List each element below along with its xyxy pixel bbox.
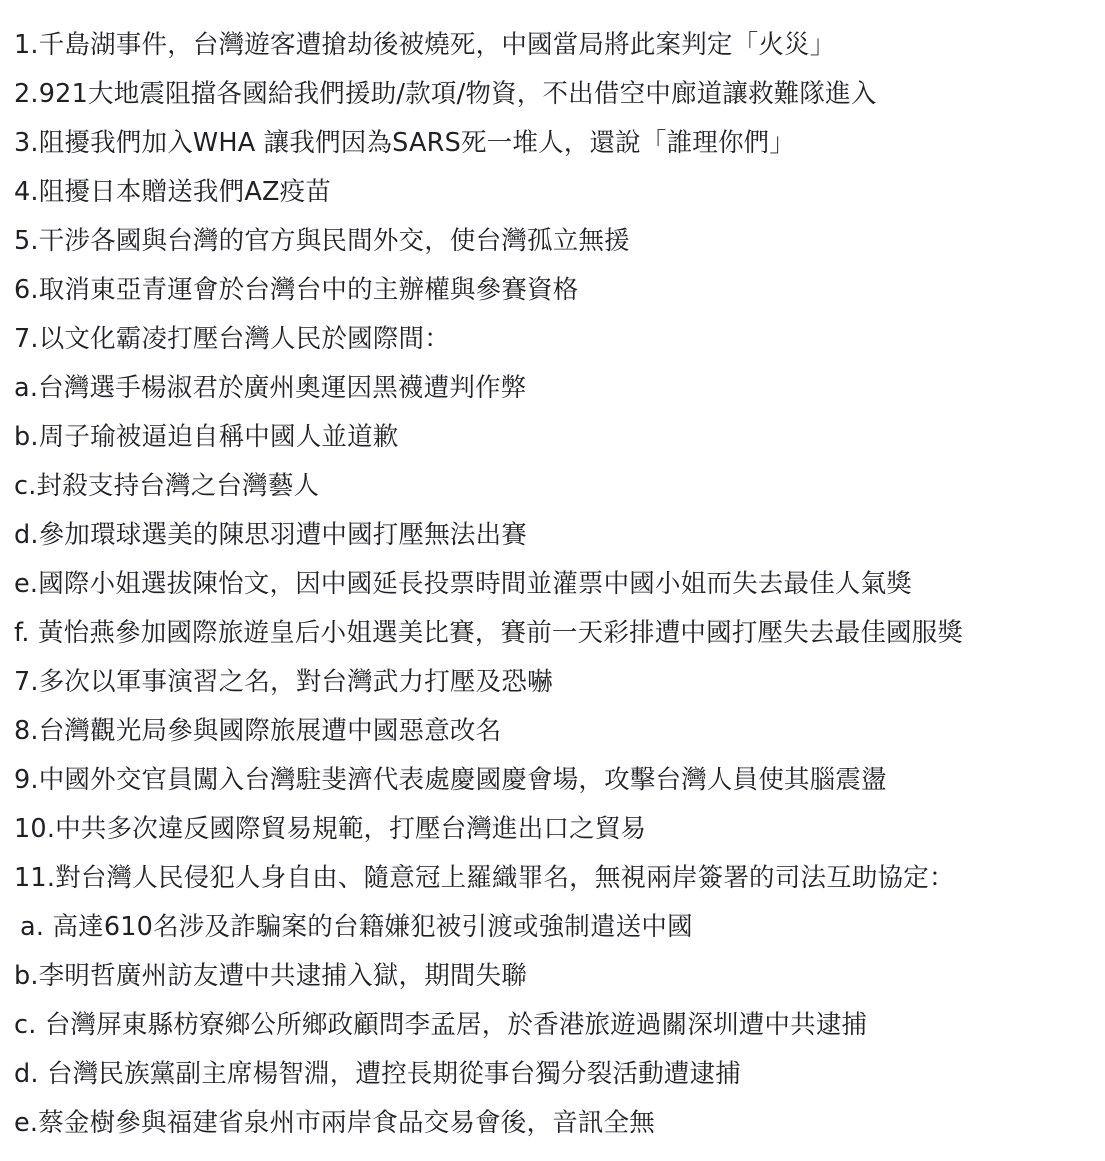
document-body bbox=[14, 21, 1094, 1148]
text-line: a. 高達610名涉及詐騙案的台籍嫌犯被引渡或強制遣送中國 bbox=[20, 912, 693, 942]
text-line: 5.干涉各國與台灣的官方與民間外交，使台灣孤立無援 bbox=[14, 226, 630, 256]
text-line: 11.對台灣人民侵犯人身自由、隨意冠上羅織罪名，無視兩岸簽署的司法互助協定： bbox=[14, 863, 955, 893]
text-line: 9.中國外交官員闖入台灣駐斐濟代表處慶國慶會場，攻擊台灣人員使其腦震盪 bbox=[14, 765, 887, 795]
text-line: 6.取消東亞青運會於台灣台中的主辦權與參賽資格 bbox=[14, 275, 579, 305]
text-line: 7.多次以軍事演習之名，對台灣武力打壓及恐嚇 bbox=[14, 667, 553, 697]
text-line: d.參加環球選美的陳思羽遭中國打壓無法出賽 bbox=[14, 520, 527, 550]
text-line: a.台灣選手楊淑君於廣州奧運因黑襪遭判作弊 bbox=[14, 373, 527, 403]
text-line: 8.台灣觀光局參與國際旅展遭中國惡意改名 bbox=[14, 716, 502, 746]
text-line: c.封殺支持台灣之台灣藝人 bbox=[14, 471, 320, 501]
text-line: f. 黃怡燕參加國際旅遊皇后小姐選美比賽，賽前一天彩排遭中國打壓失去最佳國服獎 bbox=[14, 618, 964, 648]
text-line: 7.以文化霸凌打壓台灣人民於國際間： bbox=[14, 324, 450, 354]
text-line: 1.千島湖事件，台灣遊客遭搶劫後被燒死，中國當局將此案判定「火災」 bbox=[14, 30, 836, 60]
text-line: 10.中共多次違反國際貿易規範，打壓台灣進出口之貿易 bbox=[14, 814, 647, 844]
text-line: c. 台灣屏東縣枋寮鄉公所鄉政顧問李孟居，於香港旅遊過關深圳遭中共逮捕 bbox=[14, 1010, 868, 1040]
text-line: 3.阻擾我們加入WHA 讓我們因為SARS死一堆人，還說「誰理你們」 bbox=[14, 128, 796, 158]
text-line: 4.阻擾日本贈送我們AZ疫苗 bbox=[14, 177, 332, 207]
text-line: e.蔡金樹參與福建省泉州市兩岸食品交易會後，音訊全無 bbox=[14, 1108, 655, 1138]
text-line: b.周子瑜被逼迫自稱中國人並道歉 bbox=[14, 422, 399, 452]
text-line: d. 台灣民族黨副主席楊智淵，遭控長期從事台獨分裂活動遭逮捕 bbox=[14, 1059, 741, 1089]
text-line: 2.921大地震阻擋各國給我們援助/款項/物資，不出借空中廊道讓救難隊進入 bbox=[14, 79, 877, 109]
text-line: b.李明哲廣州訪友遭中共逮捕入獄，期間失聯 bbox=[14, 961, 527, 991]
text-line: e.國際小姐選拔陳怡文，因中國延長投票時間並灌票中國小姐而失去最佳人氣獎 bbox=[14, 569, 912, 599]
